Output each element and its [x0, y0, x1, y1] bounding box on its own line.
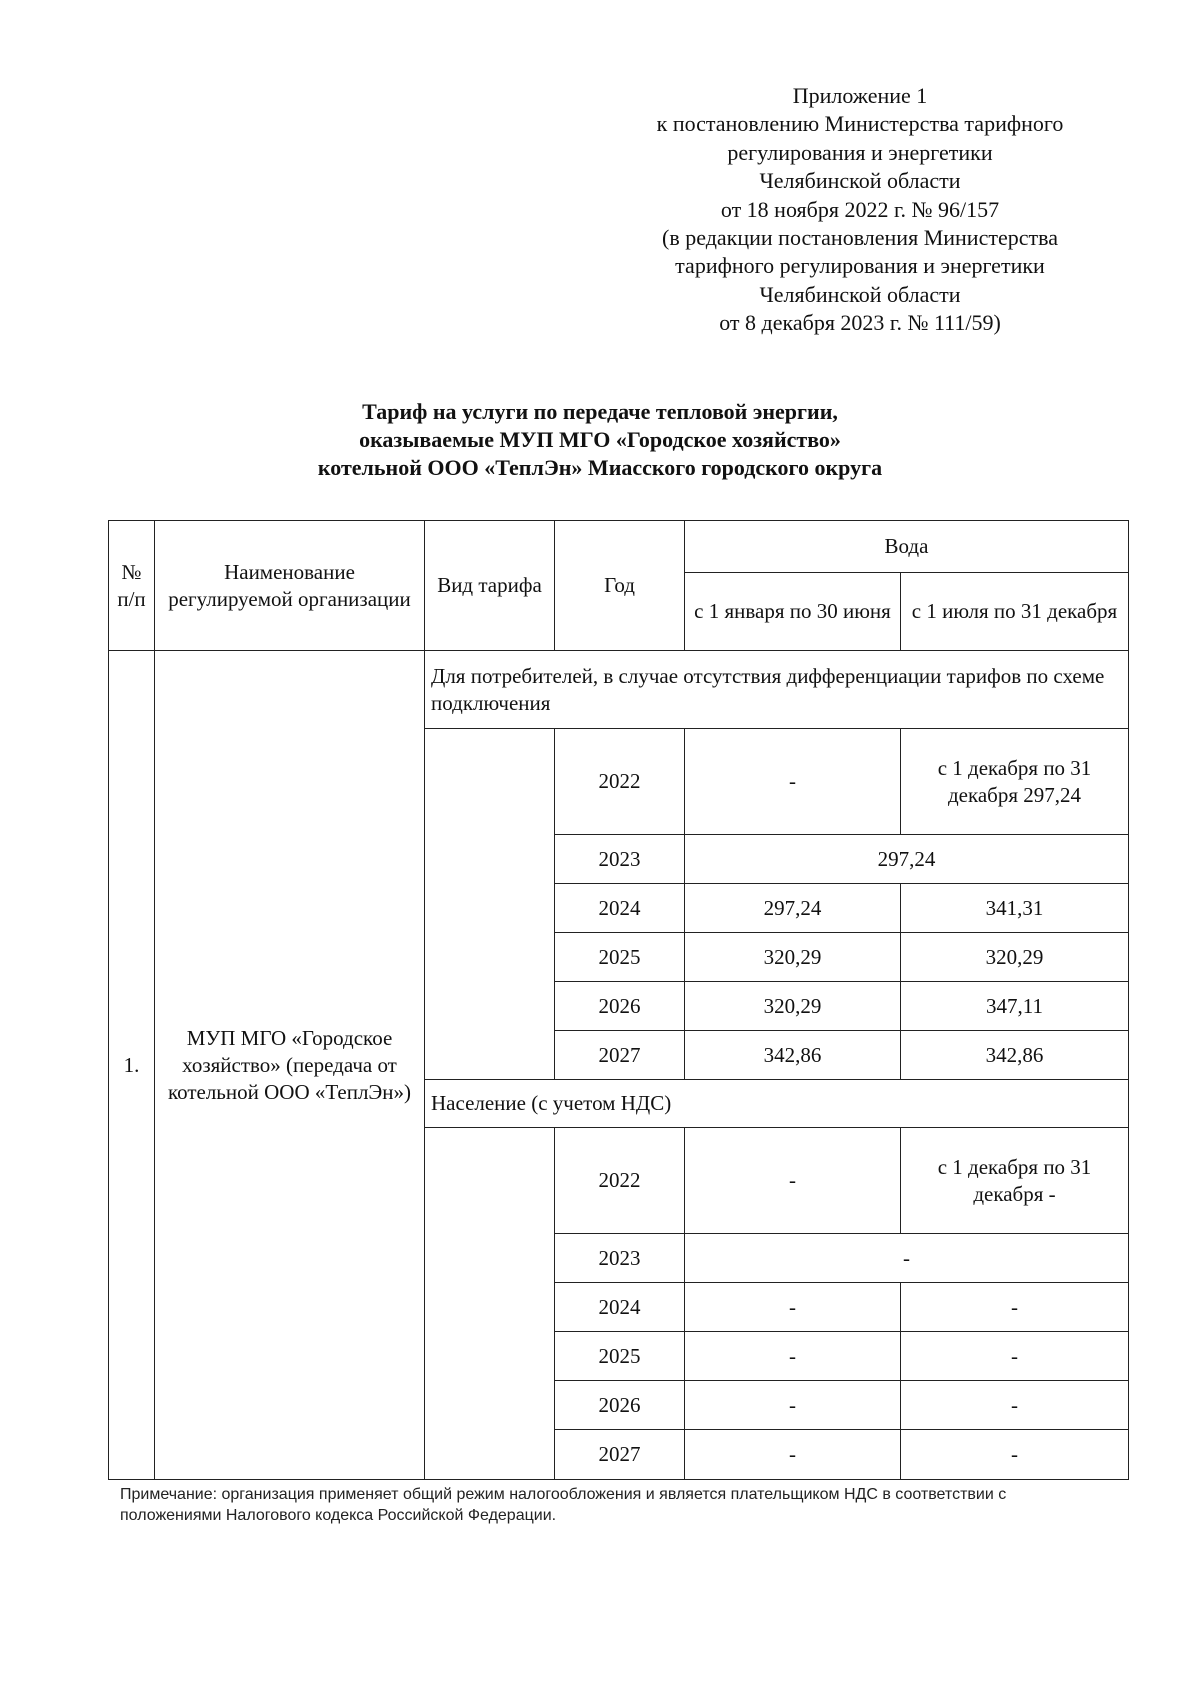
- year-cell: 2027: [555, 1430, 685, 1480]
- appendix-line: Челябинской области: [759, 168, 961, 194]
- header-period-2: с 1 июля по 31 декабря: [901, 573, 1129, 651]
- tariff-value-h1: -: [685, 729, 901, 835]
- tariff-type-cell: [425, 1128, 555, 1480]
- tariff-value-h2: -: [901, 1283, 1129, 1332]
- appendix-line: Приложение 1: [792, 83, 928, 108]
- tariff-value-h1: 342,86: [685, 1031, 901, 1080]
- tariff-value-h2: с 1 декабря по 31 декабря 297,24: [901, 729, 1129, 835]
- header-num: № п/п: [109, 521, 155, 651]
- year-cell: 2023: [555, 835, 685, 884]
- header-period-1: с 1 января по 30 июня: [685, 573, 901, 651]
- year-cell: 2022: [555, 1128, 685, 1234]
- header-type: Вид тарифа: [425, 521, 555, 651]
- appendix-line: Челябинской области: [759, 281, 961, 307]
- footnote: Примечание: организация применяет общий режим налогообложения и является плательщиком НДС в соответствии с положениями Налогового кодекса Российской Федерации.: [120, 1486, 1007, 1524]
- tariff-value-h1: -: [685, 1332, 901, 1381]
- tariff-value-h2: -: [901, 1381, 1129, 1430]
- tariff-value-h2: 320,29: [901, 933, 1129, 982]
- year-cell: 2022: [555, 729, 685, 835]
- tariff-value-merged: -: [685, 1234, 1129, 1283]
- section-label-consumers: Для потребителей, в случае отсутствия дифференциации тарифов по схеме подключения: [425, 651, 1129, 729]
- tariff-value-merged: 297,24: [685, 835, 1129, 884]
- tariff-value-h1: -: [685, 1283, 901, 1332]
- tariff-value-h1: -: [685, 1128, 901, 1234]
- tariff-type-cell: [425, 729, 555, 1080]
- appendix-line: тарифного регулирования и энергетики: [675, 253, 1045, 279]
- row-number: 1.: [109, 651, 155, 1480]
- header-water: Вода: [685, 521, 1129, 573]
- tariff-value-h2: -: [901, 1430, 1129, 1480]
- tariff-value-h1: 320,29: [685, 933, 901, 982]
- tariff-value-h2: 347,11: [901, 982, 1129, 1031]
- title-line: Тариф на услуги по передаче тепловой энергии,: [362, 399, 838, 424]
- tariff-value-h1: 320,29: [685, 982, 901, 1031]
- year-cell: 2024: [555, 1283, 685, 1332]
- appendix-line: регулирования и энергетики: [727, 139, 993, 165]
- year-cell: 2023: [555, 1234, 685, 1283]
- document-title: [200, 398, 1000, 482]
- year-cell: 2027: [555, 1031, 685, 1080]
- appendix-line: от 8 декабря 2023 г. № 111/59): [719, 310, 1001, 336]
- tariff-table: [108, 520, 1129, 1480]
- appendix-block: [620, 82, 1100, 338]
- year-cell: 2026: [555, 1381, 685, 1430]
- year-cell: 2024: [555, 884, 685, 933]
- title-line: котельной ООО «ТеплЭн» Миасского городского округа: [317, 455, 883, 480]
- year-cell: 2025: [555, 1332, 685, 1381]
- tariff-value-h1: 297,24: [685, 884, 901, 933]
- section-label-population: Население (с учетом НДС): [425, 1080, 1129, 1128]
- tariff-value-h2: с 1 декабря по 31 декабря -: [901, 1128, 1129, 1234]
- header-org: Наименование регулируемой организации: [155, 521, 425, 651]
- tariff-value-h2: 342,86: [901, 1031, 1129, 1080]
- appendix-line: от 18 ноября 2022 г. № 96/157: [720, 196, 1000, 222]
- tariff-value-h1: -: [685, 1430, 901, 1480]
- year-cell: 2026: [555, 982, 685, 1031]
- year-cell: 2025: [555, 933, 685, 982]
- appendix-line: к постановлению Министерства тарифного: [656, 111, 1064, 137]
- tariff-value-h1: -: [685, 1381, 901, 1430]
- title-line: оказываемые МУП МГО «Городское хозяйство»: [359, 427, 841, 452]
- tariff-value-h2: -: [901, 1332, 1129, 1381]
- organization-name: МУП МГО «Городское хозяйство» (передача от котельной ООО «ТеплЭн»): [155, 651, 425, 1480]
- header-year: Год: [555, 521, 685, 651]
- appendix-line: (в редакции постановления Министерства: [662, 225, 1058, 251]
- tariff-value-h2: 341,31: [901, 884, 1129, 933]
